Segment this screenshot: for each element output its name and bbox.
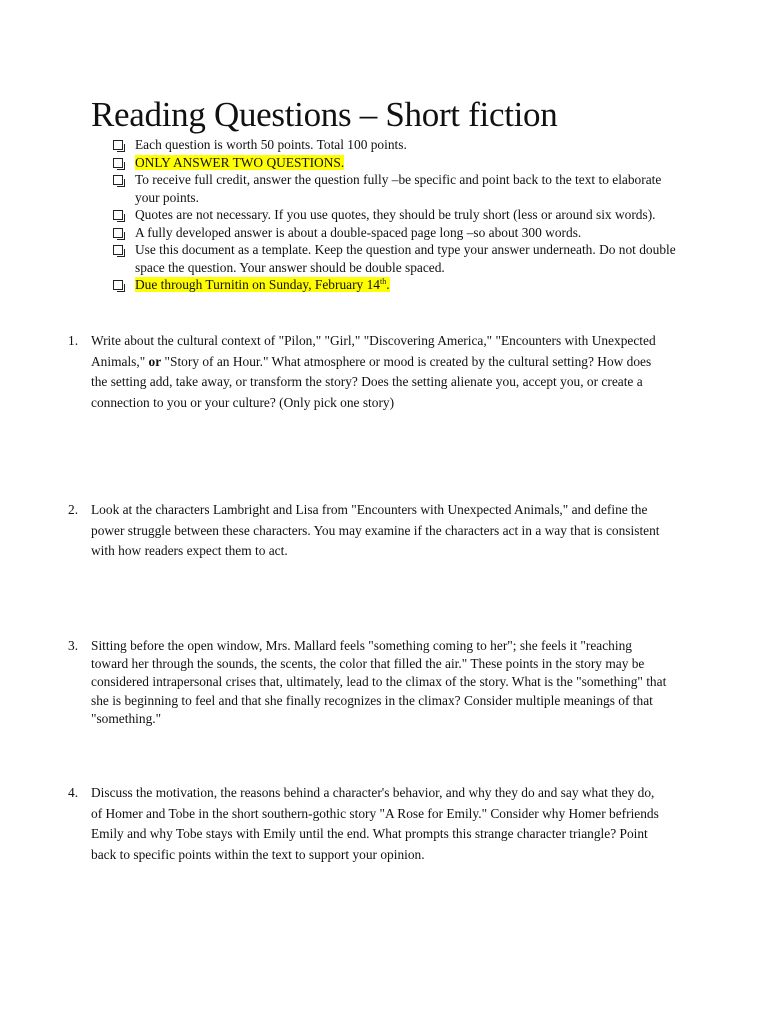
due-date-text: [135, 277, 390, 292]
checkbox-bullet-icon: [113, 228, 123, 238]
instruction-item: [113, 206, 683, 224]
instruction-text: To receive full credit, answer the question fully –be specific and point back to the text to elaborate your points.: [135, 172, 662, 205]
question-text: Look at the characters Lambright and Lisa from "Encounters with Unexpected Animals," and define the power struggle between these characters. You may examine if the characters act in a way that is consistent with how readers expect them to act.: [91, 502, 660, 558]
question-text-part: "Story of an Hour." What atmosphere or mood is created by the cultural setting? How does the setting add, take away, or transform the story? Does the setting alienate you, accept you, or create a connection to you or your culture? (Only pick one story): [91, 353, 652, 410]
question-number: 3.: [68, 638, 79, 653]
checkbox-bullet-icon: [113, 158, 123, 168]
instruction-text: Each question is worth 50 points. Total 100 points.: [135, 137, 407, 152]
question-text: Discuss the motivation, the reasons behind a character's behavior, and why they do and say what they do, of Homer and Tobe in the short southern-gothic story "A Rose for Emily." Consider why Homer befriends Emily and why Tobe stays with Emily until the end. What prompts this strange character triangle? Point back to specific points within the text to support your opinion.: [91, 785, 659, 862]
question-emphasis: or: [148, 353, 162, 369]
instructions-list: [113, 136, 683, 294]
checkbox-bullet-icon: [113, 245, 123, 255]
question-4: [68, 783, 668, 865]
question-text-part: Write about the cultural context of "Pilon," "Girl," "Discovering America," "Encounters with Unexpected Animals,": [91, 333, 656, 369]
question-number: 4.: [68, 785, 79, 800]
instruction-item-due-date: [113, 276, 683, 294]
question-text: [91, 331, 668, 413]
instruction-item: [113, 171, 683, 206]
checkbox-bullet-icon: [113, 210, 123, 220]
question-1: [68, 331, 668, 413]
instruction-item: [113, 241, 683, 276]
instruction-text: A fully developed answer is about a double-spaced page long –so about 300 words.: [135, 224, 582, 240]
due-date-suffix: th: [380, 277, 387, 286]
instruction-text: ONLY ANSWER TWO QUESTIONS.: [135, 154, 345, 170]
instruction-item: [113, 136, 683, 154]
question-text: Sitting before the open window, Mrs. Mallard feels "something coming to her"; she feels it "reaching toward her through the sounds, the scents, the color that filled the air." These points in the story may be considered intrapersonal crises that, ultimately, lead to the climax of the story. What is the "something" that she is beginning to feel and that she finally recognizes in the climax? Consider multiple meanings of that "something.": [91, 638, 667, 726]
due-date-period: .: [386, 277, 390, 292]
instruction-item: [113, 224, 683, 242]
question-number: 1.: [68, 333, 79, 348]
checkbox-bullet-icon: [113, 280, 123, 290]
question-3: [68, 637, 668, 728]
due-date-main: Due through Turnitin on Sunday, February 14: [135, 277, 380, 292]
checkbox-bullet-icon: [113, 175, 123, 185]
question-number: 2.: [68, 502, 79, 517]
instruction-text: Quotes are not necessary. If you use quotes, they should be truly short (less or around six words).: [135, 207, 656, 222]
checkbox-bullet-icon: [113, 140, 123, 150]
instruction-text: Use this document as a template. Keep the question and type your answer underneath. Do not double space the question. Your answer should be double spaced.: [135, 242, 676, 275]
instruction-item-highlighted: [113, 154, 683, 172]
question-2: [68, 500, 668, 562]
page-title: Reading Questions – Short fiction: [91, 95, 558, 134]
